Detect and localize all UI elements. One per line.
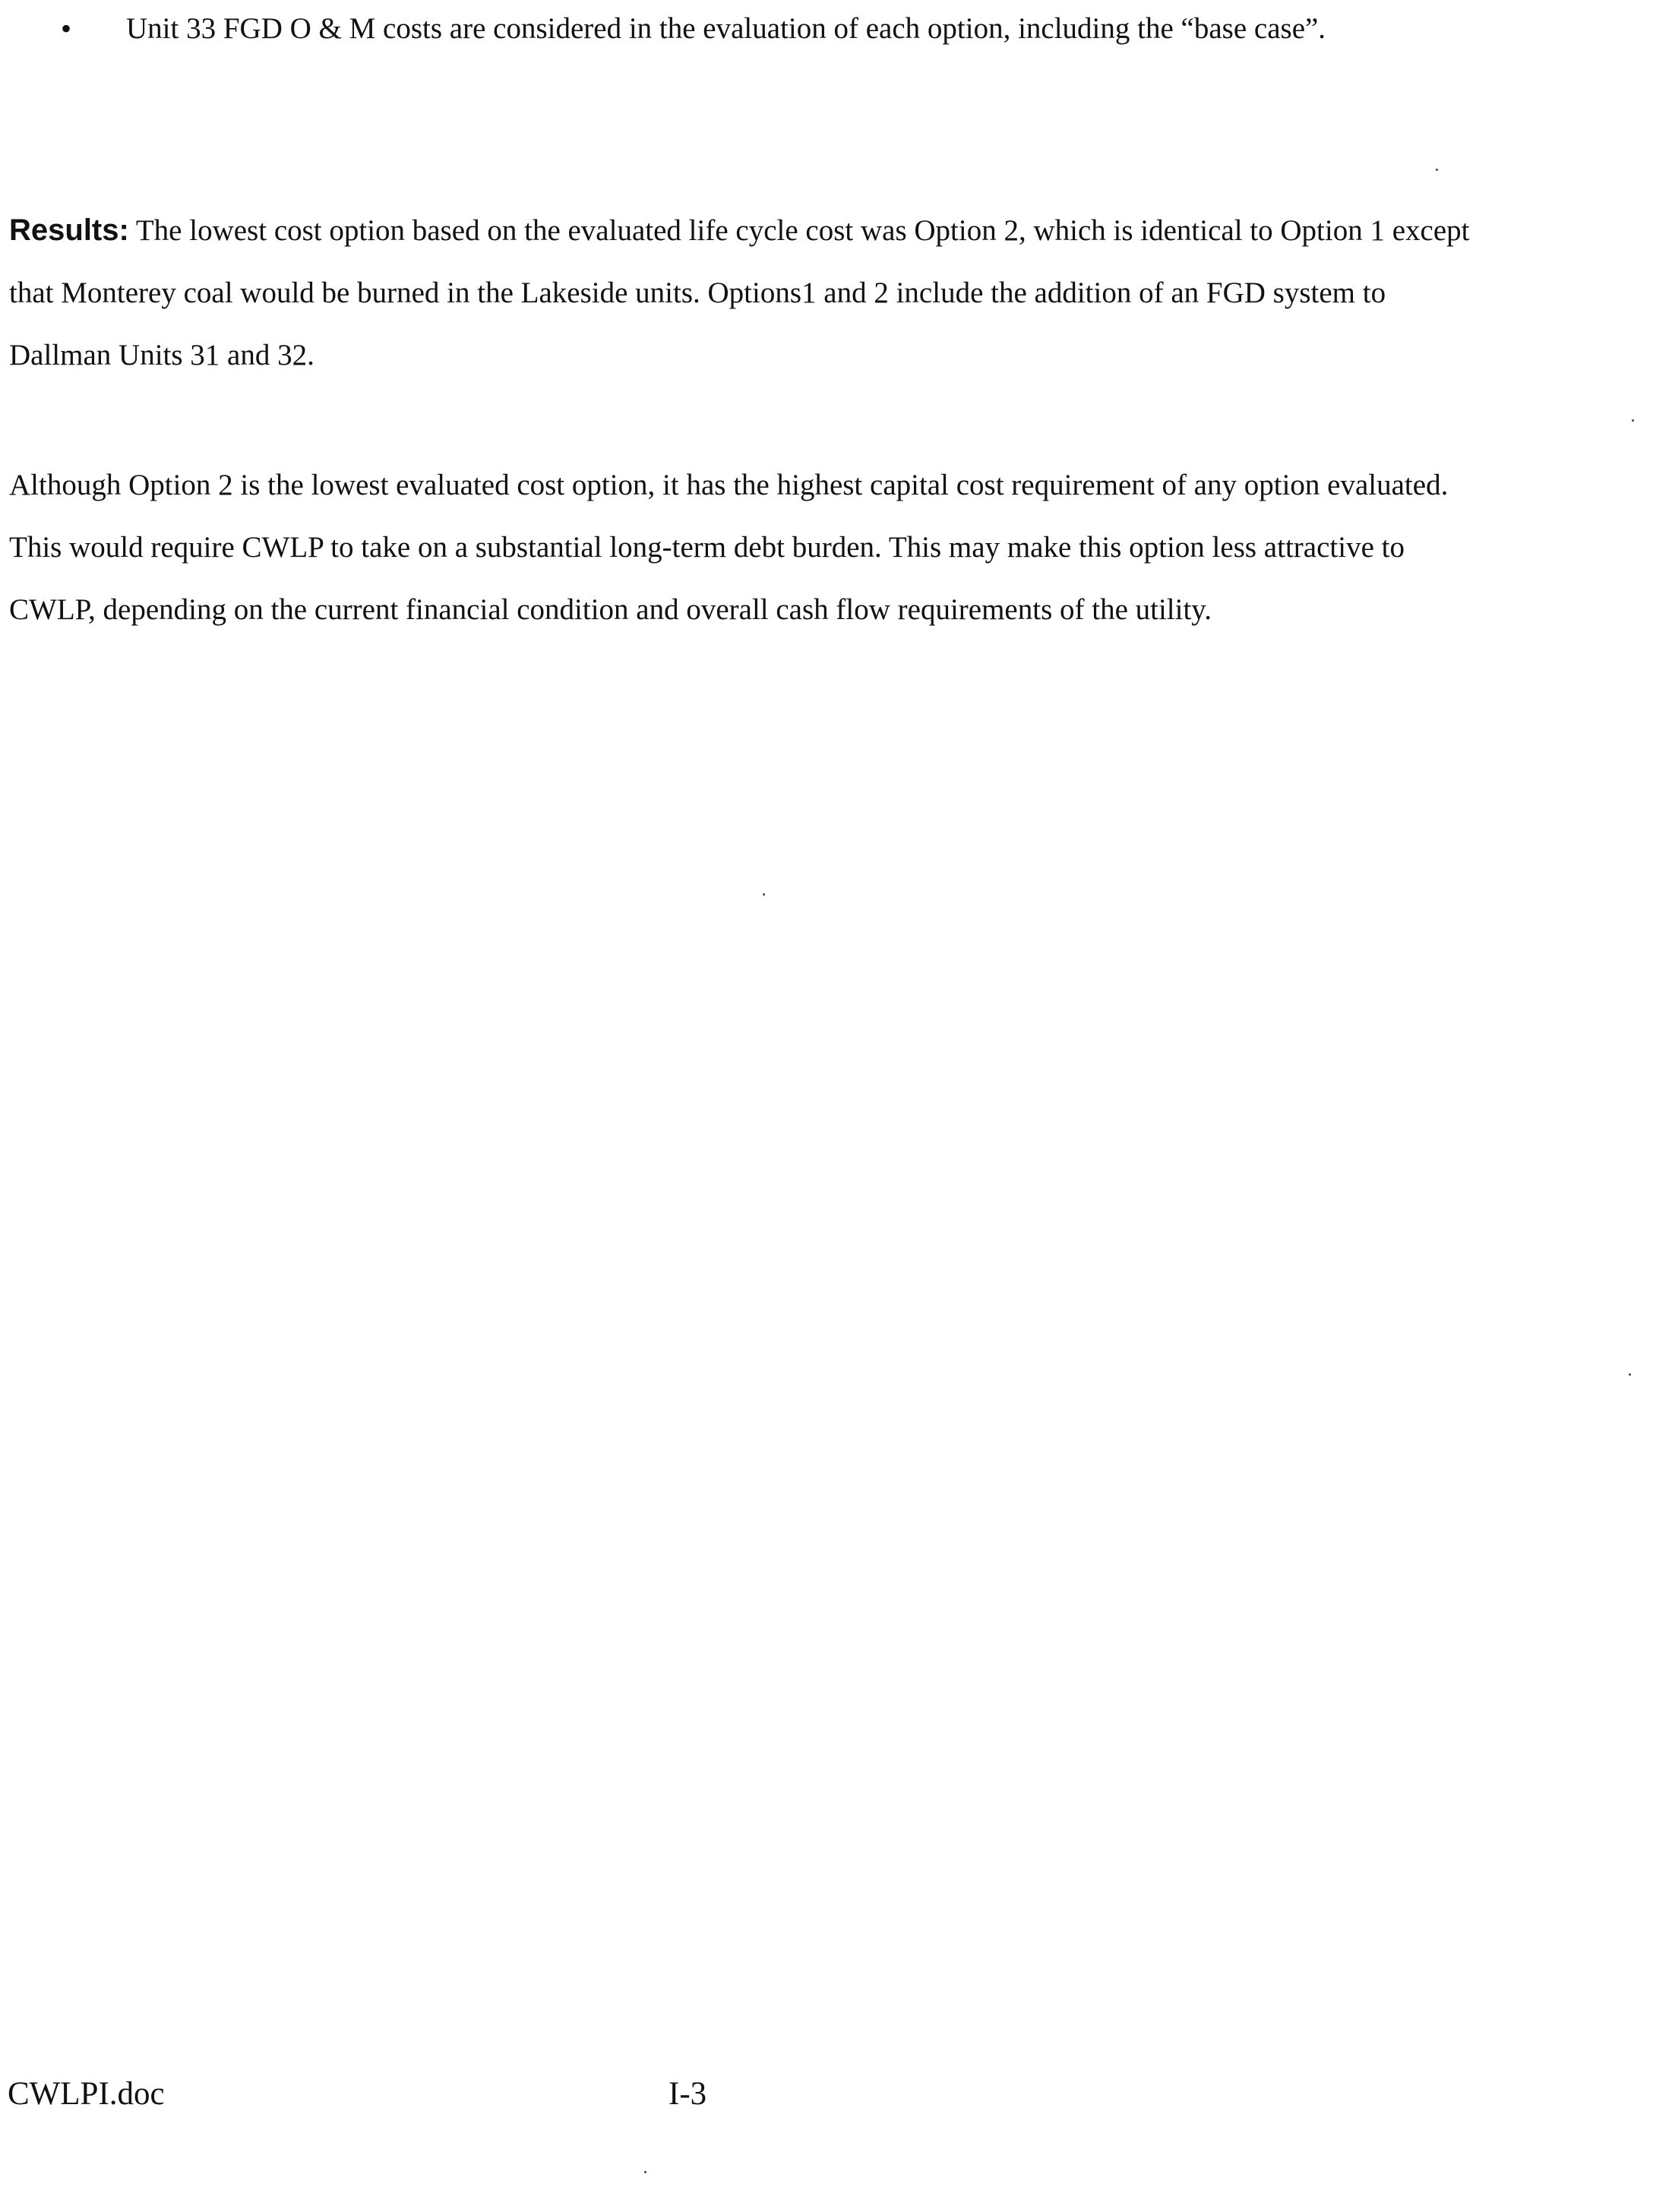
bullet-text: Unit 33 FGD O & M costs are considered in the evaluation of each option, including the “base case”. xyxy=(126,12,1326,45)
results-text: The lowest cost option based on the evaluated life cycle cost was Option 2, which is identical to Option 1 except that Monterey coal would be burned in the Lakeside units. Options1 and 2 include the addition of an FGD system to Dallman Units 31 and 32. xyxy=(9,214,1470,371)
bullet-item xyxy=(61,11,1504,47)
footer-filename: CWLPI.doc xyxy=(8,2076,165,2112)
scan-speck xyxy=(1436,169,1438,171)
footer-page-number: I-3 xyxy=(668,2076,707,2112)
bullet-marker: • xyxy=(61,11,72,46)
scan-speck xyxy=(1632,419,1634,422)
results-heading: Results: xyxy=(9,213,129,247)
scan-speck xyxy=(1629,1373,1631,1376)
scan-speck xyxy=(644,2171,646,2173)
results-paragraph xyxy=(9,199,1490,387)
scan-speck xyxy=(763,893,765,896)
body-paragraph: Although Option 2 is the lowest evaluated cost option, it has the highest capital cost requirement of any option evaluated. This would require CWLP to take on a substantial long-term debt burden. This may make this option less attractive to CWLP, depending on the current financial condition and overall cash flow requirements of the utility. xyxy=(9,469,1449,626)
